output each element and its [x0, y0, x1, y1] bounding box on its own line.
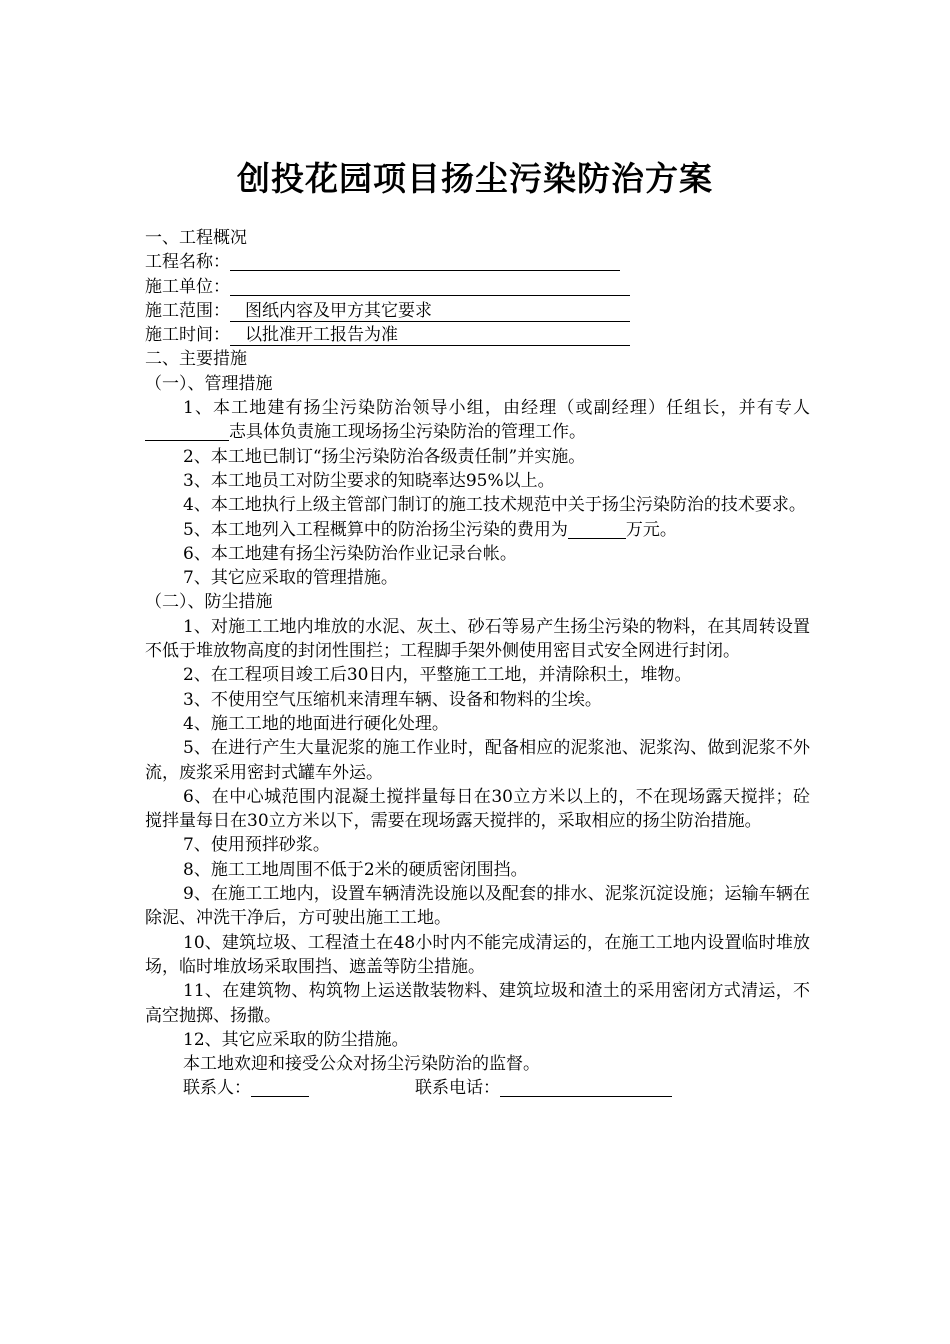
closing-statement: 本工地欢迎和接受公众对扬尘污染防治的监督。: [183, 1054, 540, 1075]
person-blank: [145, 421, 229, 441]
management-item-4: 4、本工地执行上级主管部门制订的施工技术规范中关于扬尘污染防治的技术要求。: [183, 495, 806, 516]
dust-item-9: 9、在施工工地内，设置车辆清洗设施以及配套的排水、泥浆沉淀设施；运输车辆在除泥、冲洗干净后，方可驶出施工工地。: [145, 884, 810, 929]
contact-row: [145, 1076, 810, 1100]
contact-phone-label: 联系电话：: [415, 1078, 500, 1099]
dust-item-10: 10、建筑垃圾、工程渣土在48小时内不能完成清运的，在施工工地内设置临时堆放场，临时堆放场采取围挡、遮盖等防尘措施。: [145, 932, 810, 977]
dust-item-8: 8、施工工地周围不低于2米的硬质密闭围挡。: [183, 859, 528, 880]
dust-item-7: 7、使用预拌砂浆。: [183, 835, 330, 856]
contact-person-blank: [251, 1077, 309, 1097]
management-item-1-text-a: 1、本工地建有扬尘污染防治领导小组，由经理（或副经理）任组长，并有专人: [183, 398, 810, 419]
construction-unit-row: [145, 275, 810, 299]
management-item-1-text-b: 志具体负责施工现场扬尘污染防治的管理工作。: [229, 422, 586, 443]
document-title: 创投花园项目扬尘污染防治方案: [237, 159, 713, 198]
management-item-5: [145, 518, 810, 542]
section-2-heading: 二、主要措施: [145, 349, 247, 370]
dust-item-6: 6、在中心城范围内混凝土搅拌量每日在30立方米以上的，不在现场露天搅拌；砼搅拌量每日在30立方米以下，需要在现场露天搅拌的，采取相应的扬尘防治措施。: [145, 786, 810, 832]
project-name-label: 工程名称：: [145, 252, 230, 273]
contact-person-label: 联系人：: [183, 1078, 251, 1099]
dust-item-1: 1、对施工工地内堆放的水泥、灰土、砂石等易产生扬尘污染的物料，在其周转设置不低于堆放物高度的封闭性围拦；工程脚手架外侧使用密目式安全网进行封闭。: [145, 616, 810, 662]
management-item-5-text-b: 万元。: [625, 519, 677, 540]
construction-scope-row: [145, 299, 810, 323]
management-item-6: 6、本工地建有扬尘污染防治作业记录台帐。: [183, 543, 517, 564]
construction-scope-label: 施工范围：: [145, 300, 230, 321]
management-item-1: [145, 396, 810, 445]
project-name-row: [145, 250, 810, 274]
construction-time-value: 以批准开工报告为准: [230, 325, 630, 346]
management-item-2: 2、本工地已制订“扬尘污染防治各级责任制”并实施。: [183, 446, 586, 467]
construction-time-row: [145, 323, 810, 347]
document-body: [145, 226, 810, 1101]
dust-item-3: 3、不使用空气压缩机来清理车辆、设备和物料的尘埃。: [183, 689, 602, 710]
construction-unit-blank: [230, 276, 630, 296]
dust-heading: （二）、防尘措施: [145, 592, 273, 613]
management-heading: （一）、管理措施: [145, 373, 273, 394]
project-name-blank: [230, 251, 620, 271]
cost-blank: [568, 519, 626, 539]
contact-phone-blank: [500, 1077, 672, 1097]
management-item-7: 7、其它应采取的管理措施。: [183, 568, 398, 589]
dust-item-12: 12、其它应采取的防尘措施。: [183, 1029, 409, 1050]
management-item-5-text-a: 5、本工地列入工程概算中的防治扬尘污染的费用为: [183, 519, 568, 540]
dust-item-11: 11、在建筑物、构筑物上运送散装物料、建筑垃圾和渣土的采用密闭方式清运，不高空抛掷、扬撒。: [145, 981, 810, 1026]
dust-item-5: 5、在进行产生大量泥浆的施工作业时，配备相应的泥浆池、泥浆沟、做到泥浆不外流，废浆采用密封式罐车外运。: [145, 738, 810, 783]
dust-item-4: 4、施工工地的地面进行硬化处理。: [183, 713, 449, 734]
dust-item-2: 2、在工程项目竣工后30日内，平整施工工地，并清除积土，堆物。: [183, 665, 692, 686]
section-1-heading: 一、工程概况: [145, 228, 247, 248]
management-item-3: 3、本工地员工对防尘要求的知晓率达95%以上。: [183, 470, 555, 491]
construction-unit-label: 施工单位：: [145, 276, 230, 297]
construction-scope-value: 图纸内容及甲方其它要求: [230, 301, 630, 322]
construction-time-label: 施工时间：: [145, 325, 230, 346]
